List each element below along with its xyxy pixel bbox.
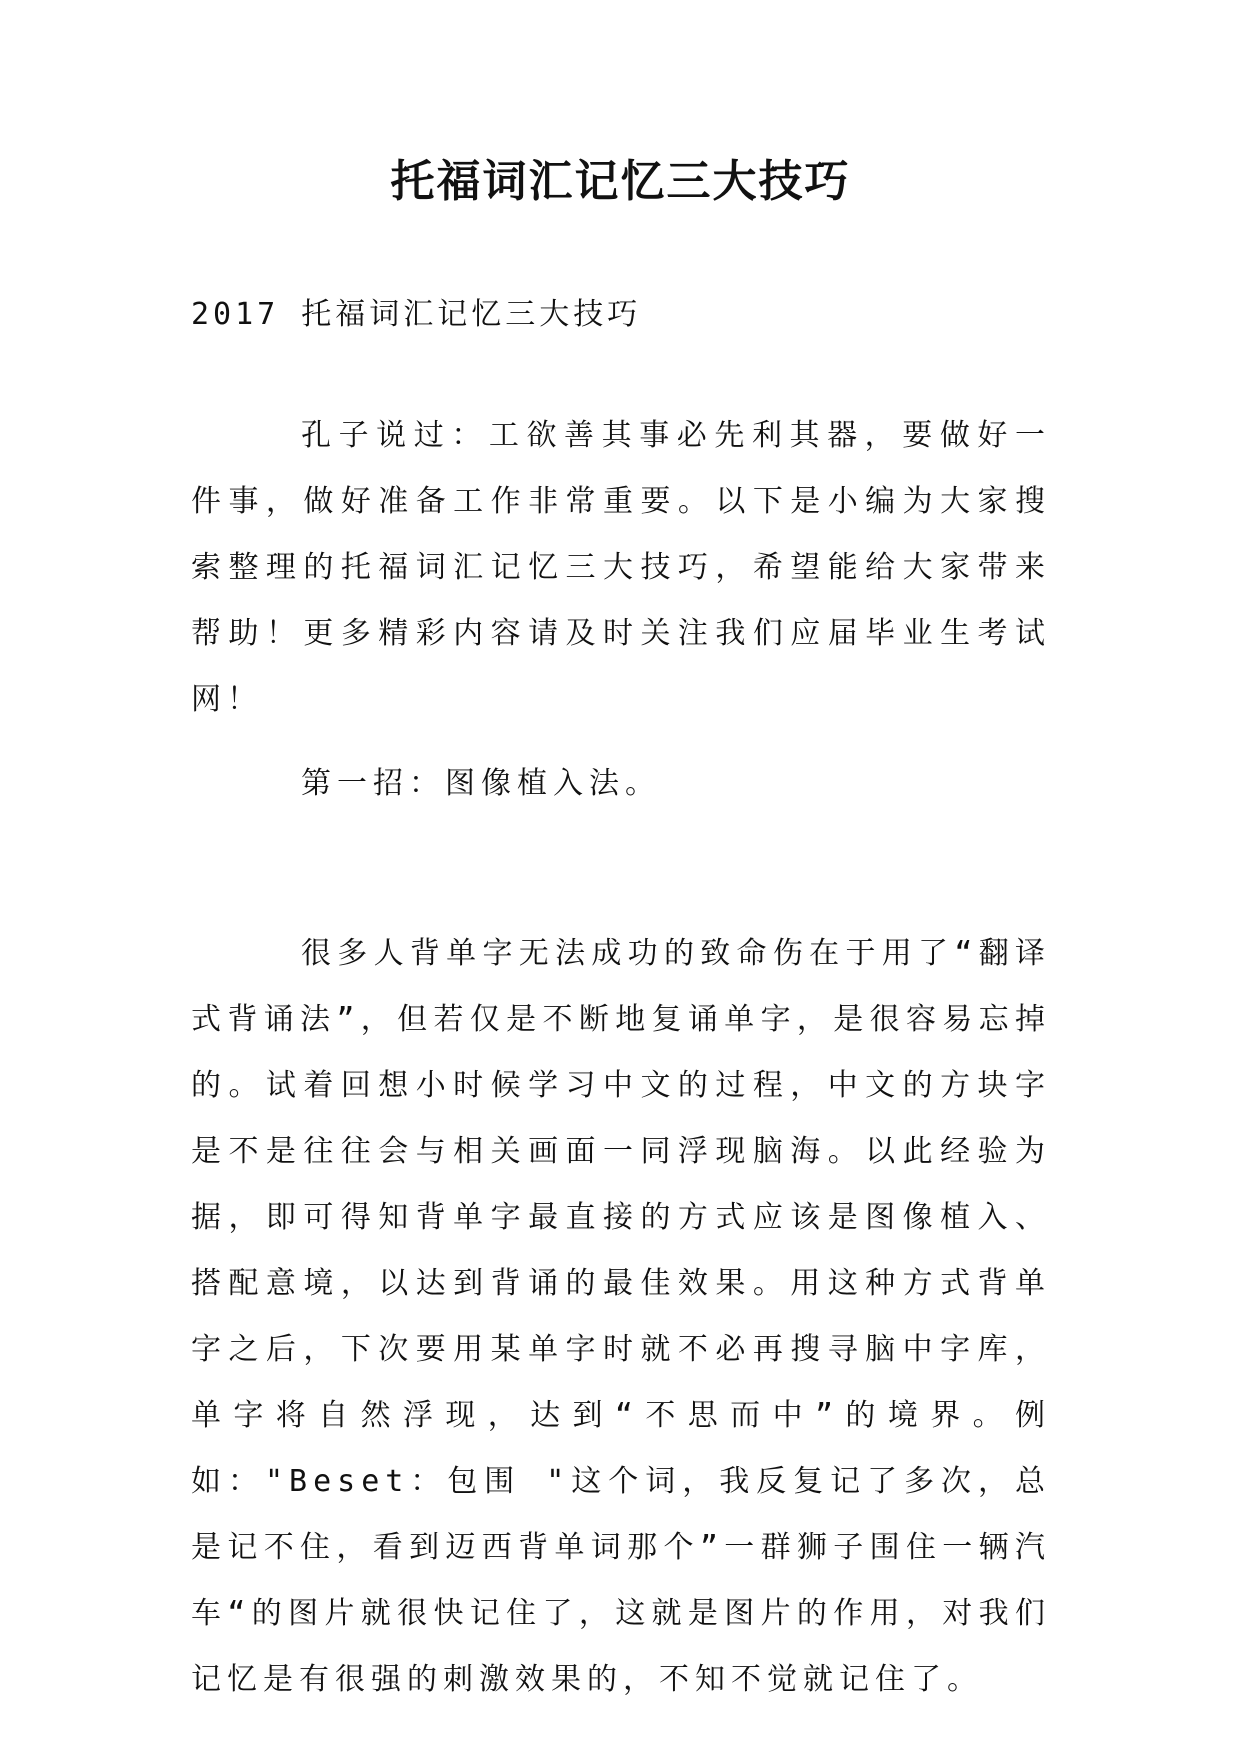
paragraph-intro: 孔子说过：工欲善其事必先利其器，要做好一件事，做好准备工作非常重要。以下是小编为大家搜索整理的托福词汇记忆三大技巧，希望能给大家带来帮助！更多精彩内容请及时关注我们应届毕业生考试网！ xyxy=(191,418,1051,717)
document-title: 托福词汇记忆三大技巧 xyxy=(390,156,851,207)
paragraph-section-heading: 第一招：图像植入法。 xyxy=(301,766,661,801)
document-subtitle: 2017 托福词汇记忆三大技巧 xyxy=(191,297,642,332)
paragraph-body: 很多人背单字无法成功的致命伤在于用了“翻译式背诵法”，但若仅是不断地复诵单字，是很容易忘掉的。试着回想小时候学习中文的过程，中文的方块字是不是往往会与相关画面一同浮现脑海。以此经验为据，即可得知背单字最直接的方式应该是图像植入、搭配意境，以达到背诵的最佳效果。用这种方式背单字之后，下次要用某单字时就不必再搜寻脑中字库，单字将自然浮现，达到“不思而中”的境界。例如："Beset：包围 "这个词，我反复记了多次，总是记不住，看到迈西背单词那个”一群狮子围住一辆汽车“的图片就很快记住了，这就是图片的作用，对我们记忆是有很强的刺激效果的，不知不觉就记住了。 xyxy=(191,936,1051,1697)
